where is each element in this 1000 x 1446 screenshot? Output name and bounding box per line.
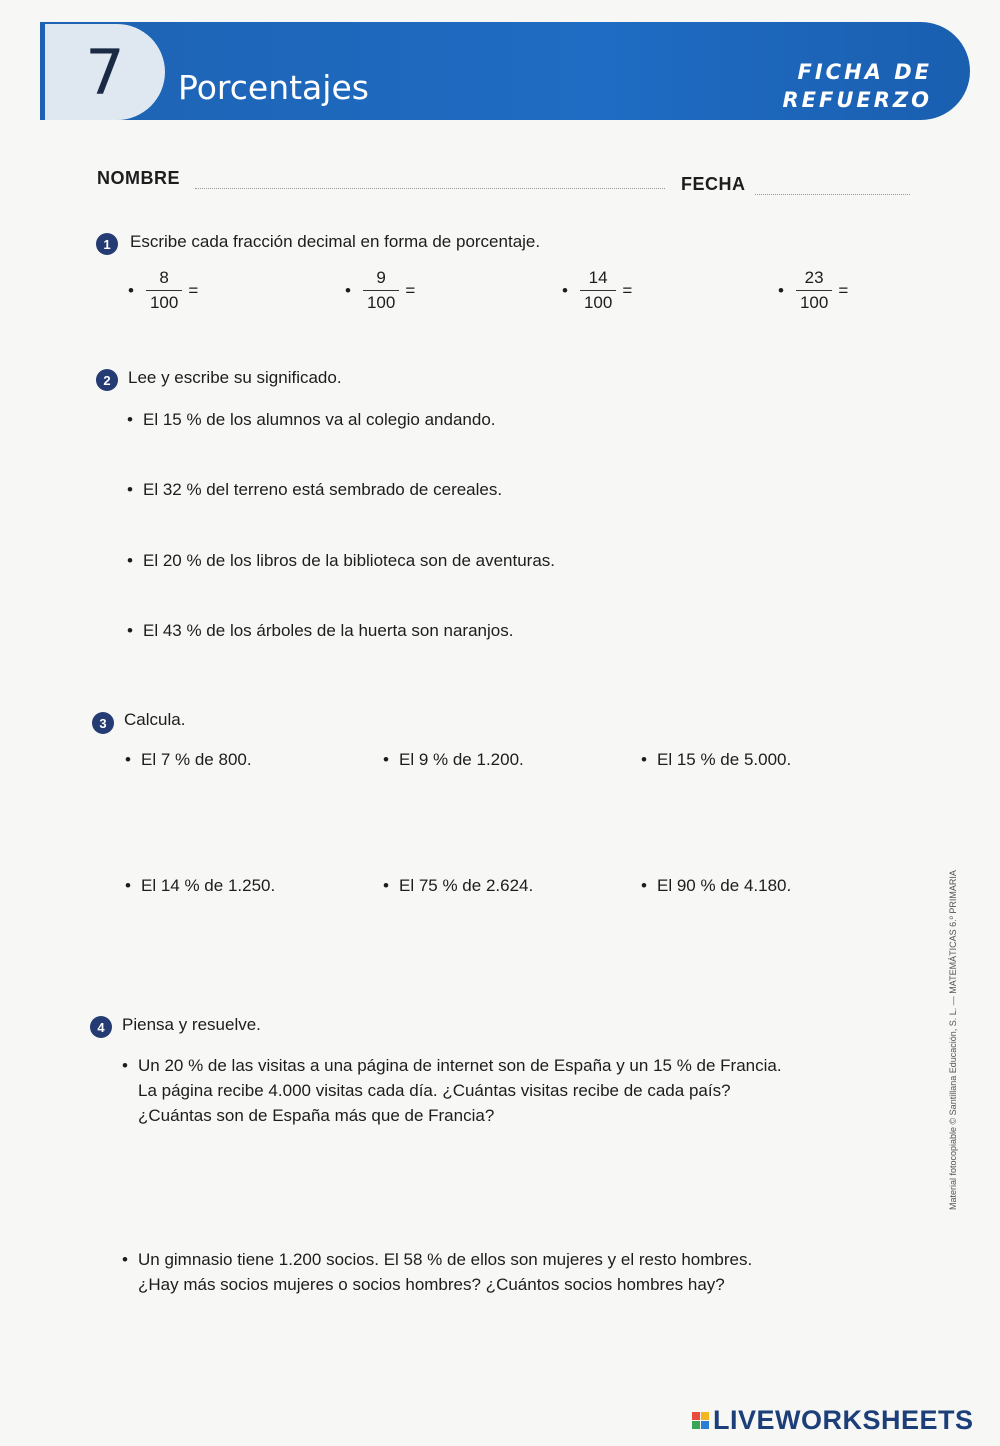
problem-item: • Un 20 % de las visitas a una página de internet son de España y un 15 % de Francia. La página recibe 4.000 visitas cada día. ¿Cuántas visitas recibe de cada país? ¿Cuántas son de España más que de Francia? bbox=[122, 1056, 782, 1125]
exercise-4-number: 4 bbox=[90, 1016, 112, 1038]
problem-item: • Un gimnasio tiene 1.200 socios. El 58 % de ellos son mujeres y el resto hombres. ¿Hay más socios mujeres o socios hombres? ¿Cuántos socios hombres hay? bbox=[122, 1250, 753, 1294]
fraction-numerator: 9 bbox=[376, 268, 386, 287]
list-item: • El 90 % de 4.180. bbox=[641, 876, 792, 895]
fraction-item: • $\frac{14}{100}$ = bbox=[562, 268, 633, 312]
fraction-denominator: 100 bbox=[146, 290, 182, 313]
list-item: • El 15 % de 5.000. bbox=[641, 750, 792, 769]
list-item: • El 32 % del terreno está sembrado de cereales. bbox=[127, 480, 503, 499]
fraction-item: • $\frac{9}{100}$ = bbox=[345, 268, 416, 312]
list-item: • El 7 % de 800. bbox=[125, 750, 252, 769]
liveworksheets-logo bbox=[692, 1405, 974, 1436]
list-item: • El 75 % de 2.624. bbox=[383, 876, 534, 895]
fecha-field[interactable] bbox=[755, 194, 910, 195]
list-item: • El 20 % de los libros de la biblioteca son de aventuras. bbox=[127, 551, 556, 570]
exercise-2-number: 2 bbox=[96, 369, 118, 391]
copyright-note: Material fotocopiable © Santillana Educación, S. L. — MATEMÁTICAS 6.º PRIMARIA bbox=[948, 870, 958, 1210]
list-item: • El 43 % de los árboles de la huerta son naranjos. bbox=[127, 621, 514, 640]
page-title: Porcentajes bbox=[178, 68, 369, 107]
list-item: • El 15 % de los alumnos va al colegio andando. bbox=[127, 410, 496, 429]
liveworksheets-text: LIVEWORKSHEETS bbox=[713, 1405, 974, 1435]
fraction-numerator: 23 bbox=[804, 268, 824, 287]
exercise-2-title: Lee y escribe su significado. bbox=[128, 368, 342, 387]
fraction-denominator: 100 bbox=[580, 290, 616, 313]
fraction-numerator: 8 bbox=[159, 268, 169, 287]
exercise-4-title: Piensa y resuelve. bbox=[122, 1015, 261, 1034]
list-item: • El 14 % de 1.250. bbox=[125, 876, 276, 895]
exercise-3-title: Calcula. bbox=[124, 710, 186, 729]
exercise-1-title: Escribe cada fracción decimal en forma de porcentaje. bbox=[130, 232, 541, 251]
fraction-item: • $\frac{8}{100}$ = bbox=[128, 268, 199, 312]
unit-number: 7 bbox=[85, 35, 125, 109]
liveworksheets-icon bbox=[692, 1412, 709, 1429]
ficha-line2: REFUERZO bbox=[782, 88, 932, 112]
fraction-denominator: 100 bbox=[796, 290, 832, 313]
unit-badge bbox=[45, 24, 165, 120]
nombre-label: NOMBRE bbox=[97, 168, 180, 188]
nombre-field[interactable] bbox=[195, 188, 665, 189]
fraction-numerator: 14 bbox=[588, 268, 608, 287]
ficha-label bbox=[782, 58, 932, 114]
exercise-3-number: 3 bbox=[92, 712, 114, 734]
fecha-label: FECHA bbox=[681, 174, 746, 194]
fraction-denominator: 100 bbox=[363, 290, 399, 313]
fraction-item: • $\frac{23}{100}$ = bbox=[778, 268, 849, 312]
exercise-1-number: 1 bbox=[96, 233, 118, 255]
list-item: • El 9 % de 1.200. bbox=[383, 750, 524, 769]
ficha-line1: FICHA DE bbox=[797, 60, 932, 84]
